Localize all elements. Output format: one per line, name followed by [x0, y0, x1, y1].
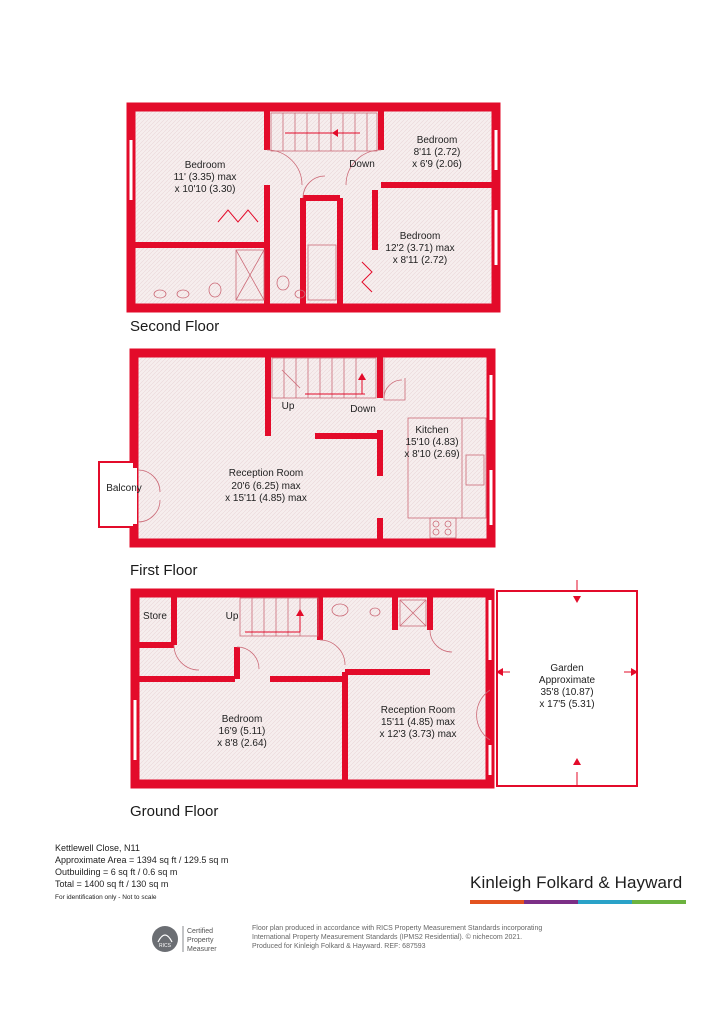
- second-bedroom-3-dim2: x 8'11 (2.72): [392, 255, 448, 266]
- ground-reception-name: Reception Room: [380, 705, 456, 716]
- rics-badge-line-3: Measurer: [187, 946, 217, 953]
- ground-store-name: Store: [143, 611, 167, 622]
- second-floor-label: Second Floor: [130, 318, 220, 335]
- ground-bedroom-dim1: 16'9 (5.11): [218, 726, 266, 737]
- first-reception-dim2: x 15'11 (4.85) max: [225, 493, 307, 504]
- footer-note: [252, 924, 622, 951]
- first-balcony-name: Balcony: [106, 483, 142, 494]
- first-kitchen-dim2: x 8'10 (2.69): [404, 449, 460, 460]
- ground-floor-label: Ground Floor: [130, 803, 219, 820]
- first-kitchen-dim1: 15'10 (4.83): [405, 437, 459, 448]
- first-reception-name: Reception Room: [228, 468, 304, 479]
- second-bedroom-3-dim1: 12'2 (3.71) max: [385, 243, 455, 254]
- ground-reception-dim2: x 12'3 (3.73) max: [379, 729, 457, 740]
- ground-floor-plan: [135, 580, 638, 786]
- footer-line-1: Floor plan produced in accordance with RICS Property Measurement Standards incorporating: [252, 925, 543, 932]
- second-floor-plan: [131, 107, 496, 308]
- rics-badge-line-2: Property: [187, 937, 214, 944]
- ground-garden-dim1: Approximate: [538, 675, 596, 686]
- second-bedroom-1-name: Bedroom: [184, 160, 226, 171]
- first-floor-plan: [99, 353, 491, 543]
- brand-color-bar: [470, 900, 686, 904]
- first-stairs-up: Up: [281, 401, 295, 412]
- brand-name: Kinleigh Folkard & Hayward: [470, 873, 683, 892]
- first-floor-label: First Floor: [130, 562, 198, 579]
- second-bedroom-1-dim2: x 10'10 (3.30): [174, 184, 236, 195]
- outbuilding-area: Outbuilding = 6 sq ft / 0.6 sq m: [55, 867, 178, 877]
- second-bedroom-3-name: Bedroom: [399, 231, 441, 242]
- first-reception-dim1: 20'6 (6.25) max: [231, 481, 301, 492]
- rics-certified-logo: [150, 924, 245, 954]
- ground-garden-name: Garden: [550, 663, 584, 674]
- footer-line-2: International Property Measurement Standards (IPMS2 Residential). © nichecom 2021.: [252, 934, 523, 941]
- rics-abbr: RICS: [159, 943, 171, 949]
- first-stairs-down: Down: [350, 404, 376, 415]
- footer-line-3: Produced for Kinleigh Folkard & Hayward. REF: 687593: [252, 943, 426, 950]
- first-kitchen-name: Kitchen: [415, 425, 449, 436]
- approximate-area: Approximate Area = 1394 sq ft / 129.5 sq m: [55, 855, 229, 865]
- property-info: [55, 842, 228, 904]
- second-bedroom-2-name: Bedroom: [416, 135, 458, 146]
- second-bedroom-1-dim1: 11' (3.35) max: [173, 172, 237, 183]
- ground-garden-dim2: 35'8 (10.87): [540, 687, 594, 698]
- second-bedroom-2-dim1: 8'11 (2.72): [413, 147, 461, 158]
- ground-garden-dim3: x 17'5 (5.31): [539, 699, 595, 710]
- disclaimer: For identification only - Not to scale: [55, 894, 157, 901]
- ground-reception-dim1: 15'11 (4.85) max: [381, 717, 455, 728]
- rics-badge-line-1: Certified: [187, 928, 214, 935]
- total-area: Total = 1400 sq ft / 130 sq m: [55, 879, 169, 889]
- second-bedroom-2-dim2: x 6'9 (2.06): [412, 159, 462, 170]
- ground-stairs-up: Up: [225, 611, 239, 622]
- address: Kettlewell Close, N11: [55, 843, 140, 853]
- ground-bedroom-name: Bedroom: [221, 714, 263, 725]
- ground-bedroom-dim2: x 8'8 (2.64): [217, 738, 267, 749]
- second-stairs-label: Down: [349, 159, 375, 170]
